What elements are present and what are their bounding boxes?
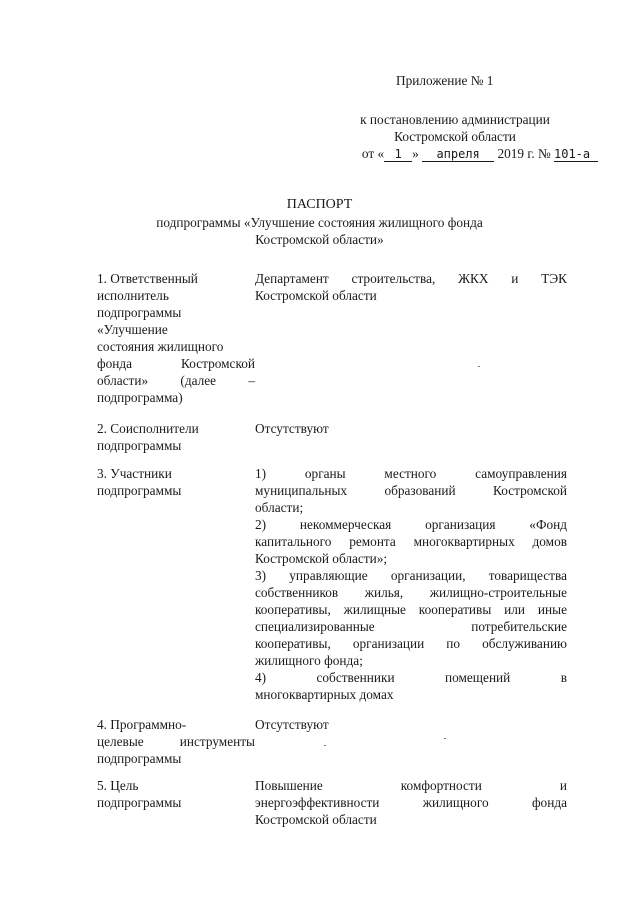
label-line: подпрограмма) (97, 390, 183, 405)
value-line: Костромской области»; (255, 551, 388, 566)
label-line: подпрограммы (97, 438, 182, 453)
decree-date-line (320, 145, 598, 162)
value-line: Костромской области (255, 288, 377, 303)
label-line: подпрограммы (97, 305, 182, 320)
date-day-field: 1 (384, 147, 412, 162)
date-prefix: от « (361, 146, 385, 161)
label-line: фонда Костромской (97, 356, 255, 371)
date-mid: » (412, 146, 419, 161)
decree-line-1: к постановлению администрации (360, 112, 550, 127)
label-line: подпрограммы (97, 483, 182, 498)
value-line: жилищного фонда; (255, 653, 363, 668)
label-line: 4. Программно- (97, 717, 187, 732)
table-row (97, 270, 567, 420)
value-line: кооперативы, организации по обслуживанию (255, 636, 567, 651)
label-line: подпрограммы (97, 751, 182, 766)
label-line: целевые инструменты (97, 734, 255, 749)
label-line: 5. Цель (97, 778, 139, 793)
label-line: области» (далее – (97, 373, 255, 388)
value-line: Костромской области (255, 812, 377, 827)
scan-speck (324, 745, 326, 746)
date-month-field: апреля (422, 147, 494, 162)
decree-line-2: Костромской области (394, 129, 516, 144)
value-line: муниципальных образований Костромской (255, 483, 567, 498)
label-line: состояния жилищного (97, 339, 224, 354)
passport-title (0, 196, 639, 248)
table-row (97, 420, 567, 465)
value-line: многоквартирных домах (255, 687, 394, 702)
label-line: 1. Ответственный (97, 271, 198, 286)
value-line: кооперативы, жилищные кооперативы или иные (255, 602, 567, 617)
row-value (255, 465, 567, 703)
row-value (255, 270, 567, 304)
row-label (97, 465, 255, 499)
date-year: 2019 г. № (497, 146, 551, 161)
label-line: «Улучшение (97, 322, 168, 337)
value-line: специализированные потребительские (255, 619, 567, 634)
table-row (97, 777, 567, 828)
passport-heading: ПАСПОРТ (286, 197, 353, 212)
decree-reference (320, 111, 590, 162)
scan-speck (478, 366, 480, 367)
row-value (255, 777, 567, 828)
value-line: 2) некоммерческая организация «Фонд (255, 517, 567, 532)
value-line: 4) собственники помещений в (255, 670, 567, 685)
decree-number-field: 101-а (554, 147, 598, 162)
value-line: Отсутствуют (255, 421, 329, 436)
value-line: энергоэффективности жилищного фонда (255, 795, 567, 810)
label-line: исполнитель (97, 288, 169, 303)
value-line: 3) управляющие организации, товарищества (255, 568, 567, 583)
table-row (97, 716, 567, 777)
row-label (97, 716, 255, 767)
value-line: 1) органы местного самоуправления (255, 466, 567, 481)
title-line-2: Костромской области» (255, 232, 384, 247)
title-line-1: подпрограммы «Улучшение состояния жилищного фонда (156, 215, 483, 230)
label-line: 2. Соисполнители (97, 421, 199, 436)
scan-speck (444, 738, 446, 739)
value-line: собственников жилья, жилищно-строительные (255, 585, 567, 600)
row-label (97, 777, 255, 811)
value-line: Повышение комфортности и (255, 778, 567, 793)
value-line: области; (255, 500, 304, 515)
value-line: капитального ремонта многоквартирных домов (255, 534, 567, 549)
label-line: подпрограммы (97, 795, 182, 810)
row-label (97, 420, 255, 454)
appendix-label: Приложение № 1 (396, 73, 494, 88)
label-line: 3. Участники (97, 466, 172, 481)
row-label (97, 270, 255, 406)
value-line: Отсутствуют (255, 717, 329, 732)
table-row (97, 465, 567, 716)
value-line: Департамент строительства, ЖКХ и ТЭК (255, 271, 567, 286)
row-value (255, 420, 567, 437)
passport-table (97, 270, 567, 828)
row-value (255, 716, 567, 733)
